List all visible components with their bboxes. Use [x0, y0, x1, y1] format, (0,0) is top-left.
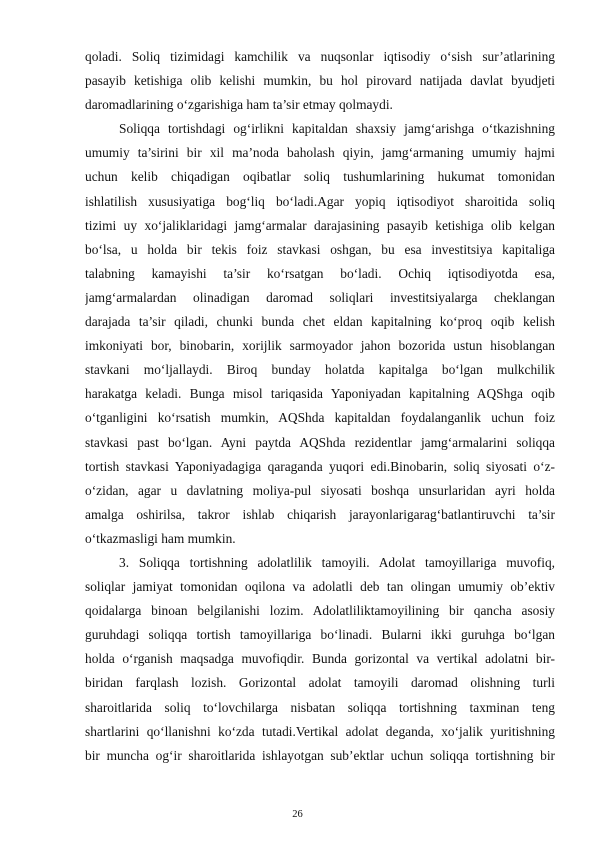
paragraph-first-line: 3. Soliqqa tortishning adolatlilik tamoyili. Adolat tamoyillariga muvofiq,: [119, 554, 555, 570]
paragraph-first-line: Soliqqa tortishdagi og‘irlikni kapitaldan shaxsiy jamg‘arishga o‘tkazishning: [119, 121, 555, 137]
text-line: pasayib ketishiga olib kelishi mumkin, bu hol pirovard natijada davlat byudjeti: [85, 73, 555, 89]
text-line: holda o‘rganish maqsadga muvofiqdir. Bunda gorizontal va vertikal adolatni bir-: [85, 651, 555, 667]
text-line: biridan farqlash lozish. Gorizontal adolat tamoyili daromad olishning turli: [85, 675, 555, 691]
text-line: amalga oshirilsa, takror ishlab chiqarish jarayonlarigarag‘batlantiruvchi ta’sir: [85, 506, 555, 522]
text-line: ishlatilish xususiyatiga bog‘liq bo‘ladi.Agar yopiq iqtisodiyot sharoitida soliq: [85, 193, 555, 209]
text-line: shartlarini qo‘llanishni ko‘zda tutadi.Vertikal adolat deganda, xo‘jalik yuritishning: [85, 723, 555, 739]
text-line: tizimi uy xo‘jaliklaridagi jamg‘armalar darajasining pasayib ketishiga olib kelgan: [85, 217, 555, 233]
text-line: guruhdagi soliqqa tortish tamoyillariga bo‘linadi. Bularni ikki guruhga bo‘lgan: [85, 627, 555, 643]
text-line: umumiy ta’sirini bir xil ma’noda baholash qiyin, jamg‘armaning umumiy hajmi: [85, 145, 555, 161]
text-line: qoladi. Soliq tizimidagi kamchilik va nuqsonlar iqtisodiy o‘sish sur’atlarining: [85, 49, 555, 64]
text-line: o‘zidan, agar u davlatning moliya-pul siyosati boshqa unsurlaridan ayri holda: [85, 482, 555, 498]
text-line: darajada ta’sir qiladi, chunki bunda chet eldan kapitalning ko‘proq oqib kelish: [85, 314, 555, 330]
text-line: sharoitlarida soliq to‘lovchilarga nisbatan soliqqa tortishning taxminan teng: [85, 699, 555, 715]
text-line: uchun kelib chiqadigan oqibatlar soliq tushumlarining hukumat tomonidan: [85, 169, 555, 185]
text-line: o‘tganligini ko‘rsatish mumkin, AQShda kapitaldan foydalanganlik uchun foiz: [85, 410, 555, 426]
text-line: stavkasi past bo‘lgan. Ayni paytda AQShda rezidentlar jamg‘armalarini soliqqa: [85, 434, 555, 450]
text-line: bo‘lsa, u holda bir tekis foiz stavkasi oshgan, bu esa investitsiya kapitaliga: [85, 241, 555, 257]
text-line: tortish stavkasi Yaponiyadagiga qaraganda yuqori edi.Binobarin, soliq siyosati o‘z-: [85, 458, 555, 474]
text-line: qoidalarga binoan belgilanishi lozim. Adolatliliktamoyilining bir qancha asosiy: [85, 603, 555, 619]
text-line: jamg‘armalardan olinadigan daromad soliqlari investitsiyalarga cheklangan: [85, 289, 555, 305]
text-line: talabning kamayishi ta’sir ko‘rsatgan bo‘ladi. Ochiq iqtisodiyotda esa,: [85, 265, 555, 281]
page-number: 26: [292, 809, 303, 820]
document-body: [85, 45, 555, 768]
text-line: o‘tkazmasligi ham mumkin.: [85, 530, 236, 546]
text-line: imkoniyati bor, binobarin, xorijlik sarmoyador jahon bozorida ustun hisoblangan: [85, 338, 555, 354]
text-line: bir muncha og‘ir sharoitlarida ishlayotgan sub’ektlar uchun soliqqa tortishning bir: [85, 747, 555, 763]
text-line: daromadlarining o‘zgarishiga ham ta’sir etmay qolmaydi.: [85, 97, 393, 113]
text-line: soliqlar jamiyat tomonidan oqilona va adolatli deb tan olingan umumiy ob’ektiv: [85, 579, 555, 595]
text-line: stavkani mo‘ljallaydi. Biroq bunday holatda kapitalga bo‘lgan mulkchilik: [85, 362, 555, 378]
text-line: harakatga keladi. Bunga misol tariqasida Yaponiyadan kapitalning AQShga oqib: [85, 386, 555, 402]
